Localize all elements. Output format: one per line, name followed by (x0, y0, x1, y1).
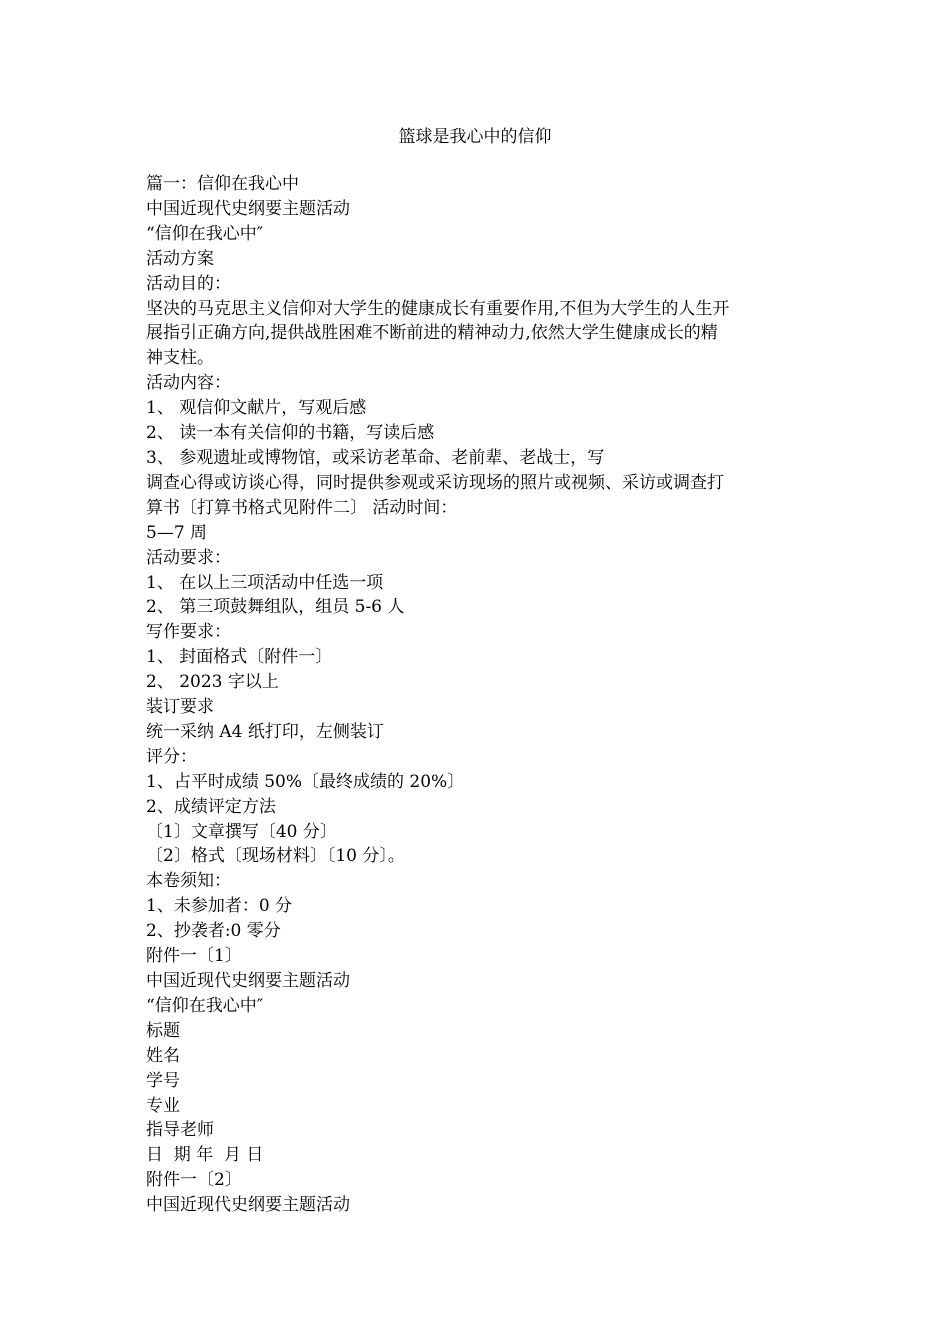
text-line: 1、 观信仰文献片，写观后感 (146, 398, 367, 419)
text-line: 1、 封面格式〔附件一〕 (146, 647, 333, 668)
text-line: 3、 参观遗址或博物馆，或采访老革命、老前辈、老战士，写 (146, 447, 605, 468)
text-line: 2、成绩评定方法 (146, 796, 276, 817)
text-line: 1、占平时成绩 50%〔最终成绩的 20%〕 (146, 771, 465, 792)
text-line: 写作要求： (146, 622, 231, 643)
text-line: 日 期 年 月 日 (146, 1145, 264, 1166)
text-line: 指导老师 (146, 1120, 214, 1141)
text-line: 专业 (146, 1095, 180, 1116)
text-line: “信仰在我心中″ (146, 223, 264, 244)
text-line: 2、 读一本有关信仰的书籍，写读后感 (146, 423, 435, 444)
text-line: 活动内容： (146, 373, 231, 394)
document-title: 篮球是我心中的信仰 (398, 127, 552, 147)
text-line: 中国近现代史纲要主题活动 (146, 1195, 350, 1216)
text-line: 5—7 周 (146, 522, 208, 543)
text-line: 中国近现代史纲要主题活动 (146, 198, 350, 219)
text-line: 活动要求： (146, 547, 231, 568)
text-line: 中国近现代史纲要主题活动 (146, 971, 350, 991)
text-line: 附件一〔1〕 (146, 946, 242, 967)
text-line: 本卷须知： (146, 871, 231, 892)
text-line: 算书〔打算书格式见附件二〕 活动时间： (146, 497, 458, 518)
text-line: 2、抄袭者:0 零分 (146, 921, 281, 942)
text-line: 附件一〔2〕 (146, 1170, 242, 1191)
text-line: 2、 第三项鼓舞组队，组员 5-6 人 (146, 597, 405, 618)
text-line: 1、 在以上三项活动中任选一项 (146, 572, 384, 593)
text-line: 统一采纳 A4 纸打印，左侧装订 (146, 721, 384, 742)
text-line: “信仰在我心中″ (146, 995, 264, 1016)
text-line: 展指引正确方向,提供战胜困难不断前进的精神动力,依然大学生健康成长的精 (146, 323, 718, 344)
text-line: 标题 (146, 1020, 180, 1041)
text-line: 〔2〕格式〔现场材料〕〔10 分〕。 (146, 846, 405, 867)
text-line: 装订要求 (146, 697, 214, 718)
text-line: 学号 (146, 1070, 180, 1091)
text-line: 篇一：信仰在我心中 (146, 174, 299, 194)
text-line: 活动目的： (146, 273, 231, 294)
text-line: 坚决的马克思主义信仰对大学生的健康成长有重要作用,不但为大学生的人生开 (146, 298, 730, 319)
text-line: 神支柱。 (146, 348, 214, 369)
text-line: 评分： (146, 746, 197, 767)
text-line: 〔1〕文章撰写〔40 分〕 (146, 821, 337, 842)
text-line: 调查心得或访谈心得，同时提供参观或采访现场的照片或视频、采访或调查打 (146, 472, 724, 493)
text-line: 姓名 (146, 1045, 180, 1066)
text-line: 活动方案 (146, 248, 214, 269)
text-line: 2、 2023 字以上 (146, 672, 279, 693)
document-body (146, 172, 806, 1218)
text-line: 1、未参加者：0 分 (146, 896, 293, 917)
